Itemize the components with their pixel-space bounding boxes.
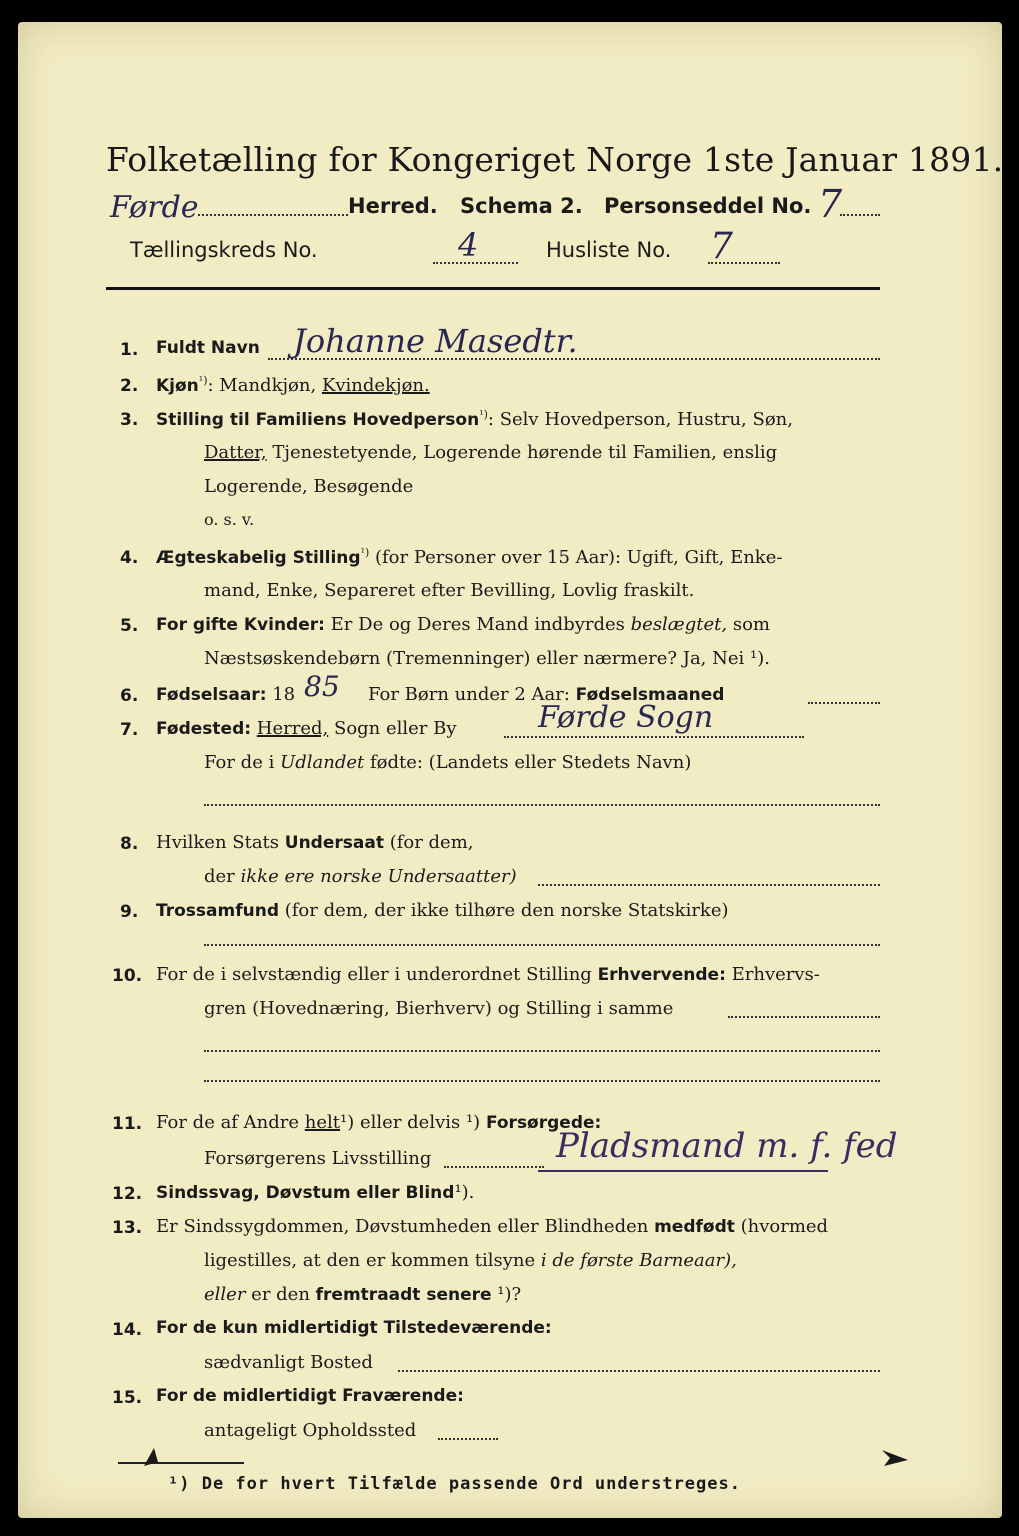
q6-value: 85 — [304, 670, 340, 703]
q8-line2: der ikke ere norske Undersaatter) — [204, 866, 517, 887]
herred-dotline — [198, 214, 348, 216]
q3-number: 3. — [120, 410, 139, 430]
husliste-value: 7 — [710, 226, 733, 267]
census-form-sheet — [18, 22, 1002, 1518]
q10-line2: gren (Hovednæring, Bierhverv) og Stilling i samme — [204, 998, 674, 1019]
q6-dotline — [808, 702, 880, 704]
q5-line1: For gifte Kvinder: Er De og Deres Mand indbyrdes beslægtet, som — [156, 614, 770, 635]
personseddel-label: Personseddel No. — [604, 194, 812, 218]
corner-mark-right — [878, 1442, 918, 1472]
q7-line1: Fødested: Herred, Sogn eller By — [156, 718, 457, 739]
husliste-dotline — [708, 262, 780, 264]
schema-label: Schema 2. — [460, 194, 583, 218]
q3-line1: Stilling til Familiens Hovedperson$^{^1)}$: Selv Hovedperson, Hustru, Søn, — [156, 408, 793, 430]
q13-line1: Er Sindssygdommen, Døvstumheden eller Blindheden medfødt (hvormed — [156, 1216, 829, 1237]
q14-label: For de kun midlertidigt Tilstedeværende: — [156, 1318, 552, 1338]
q7-number: 7. — [120, 720, 139, 740]
q3-line4: o. s. v. — [204, 510, 255, 529]
q11-value-underline — [538, 1170, 828, 1172]
q10-number: 10. — [112, 966, 143, 986]
q3-line2: Datter, Tjenestetyende, Logerende hørende til Familien, enslig — [204, 442, 778, 463]
q11-selected: helt — [304, 1112, 341, 1133]
q14-dotline — [398, 1370, 880, 1372]
q13-line3: eller er den fremtraadt senere ¹)? — [204, 1284, 522, 1305]
q3-line3: Logerende, Besøgende — [204, 476, 414, 497]
q8-line1: Hvilken Stats Undersaat (for dem, — [156, 832, 474, 853]
q15-number: 15. — [112, 1388, 143, 1408]
q9-dotline — [204, 944, 880, 946]
q7-value: Førde Sogn — [538, 700, 714, 735]
q6-number: 6. — [120, 686, 139, 706]
corner-mark-left — [140, 1440, 170, 1470]
q11-value: Pladsmand m. f. fed — [556, 1126, 898, 1166]
q7-selected: Herred, — [256, 718, 329, 739]
q14-line2: sædvanligt Bosted — [204, 1352, 373, 1373]
q7-dotline — [504, 736, 804, 738]
kreds-label: Tællingskreds No. — [130, 238, 318, 262]
kreds-value: 4 — [458, 226, 479, 264]
q1-value: Johanne Masedtr. — [293, 322, 578, 360]
footnote: ¹) De for hvert Tilfælde passende Ord understreges. — [168, 1474, 741, 1494]
q15-line2: antageligt Opholdssted — [204, 1420, 417, 1441]
q4-number: 4. — [120, 548, 139, 568]
q2-line: Kjøn$^{^1)}$: Mandkjøn, Kvindekjøn. — [156, 374, 430, 396]
q11-number: 11. — [112, 1114, 143, 1134]
q7-line2: For de i Udlandet fødte: (Landets eller Stedets Navn) — [204, 752, 692, 773]
q1-number: 1. — [120, 340, 139, 360]
form-title: Folketælling for Kongeriget Norge 1ste Januar 1891. — [106, 140, 1004, 179]
footnote-rule — [118, 1462, 244, 1464]
herred-label: Herred. — [348, 194, 438, 218]
q5-line2: Næstsøskendebørn (Tremenninger) eller nærmere? Ja, Nei ¹). — [204, 648, 770, 669]
kreds-dotline — [433, 262, 518, 264]
q4-line2: mand, Enke, Separeret efter Bevilling, Lovlig fraskilt. — [204, 580, 695, 601]
q15-label: For de midlertidigt Fraværende: — [156, 1386, 464, 1406]
personseddel-dotline — [840, 214, 880, 216]
q1-dotline — [268, 358, 880, 360]
q2-number: 2. — [120, 376, 139, 396]
q13-line2: ligestilles, at den er kommen tilsyne i de første Barneaar), — [204, 1250, 737, 1271]
q12-line: Sindssvag, Døvstum eller Blind¹). — [156, 1182, 475, 1203]
q11-line1: For de af Andre helt¹) eller delvis ¹) Forsørgede: — [156, 1112, 602, 1133]
q3-selected: Datter, — [204, 442, 267, 463]
q9-line: Trossamfund (for dem, der ikke tilhøre den norske Statskirke) — [156, 900, 729, 921]
q12-number: 12. — [112, 1184, 143, 1204]
header-divider — [106, 287, 880, 290]
q10-dotline-1 — [728, 1016, 880, 1018]
q5-number: 5. — [120, 616, 139, 636]
q10-dotline-3 — [204, 1080, 880, 1082]
q6-line: Fødselsaar: 18 — [156, 684, 296, 705]
herred-value: Førde — [110, 190, 199, 225]
q13-number: 13. — [112, 1218, 143, 1238]
husliste-label: Husliste No. — [546, 238, 672, 262]
q2-selected: Kvindekjøn. — [321, 375, 430, 396]
q6-line-b: For Børn under 2 Aar: Fødselsmaaned — [368, 684, 725, 705]
q9-number: 9. — [120, 902, 139, 922]
q8-number: 8. — [120, 834, 139, 854]
q10-dotline-2 — [204, 1050, 880, 1052]
q14-number: 14. — [112, 1320, 143, 1340]
q10-line1: For de i selvstændig eller i underordnet Stilling Erhvervende: Erhvervs- — [156, 964, 820, 985]
q15-dotline — [438, 1438, 498, 1440]
q1-label: Fuldt Navn — [156, 338, 260, 358]
q11-line2: Forsørgerens Livsstilling — [204, 1148, 432, 1169]
q11-dotline — [444, 1166, 544, 1168]
q4-line1: Ægteskabelig Stilling$^{^1)}$ (for Personer over 15 Aar): Ugift, Gift, Enke- — [156, 546, 783, 568]
personseddel-value: 7 — [818, 182, 843, 226]
q8-dotline — [538, 884, 880, 886]
q7-dotline-2 — [204, 804, 880, 806]
